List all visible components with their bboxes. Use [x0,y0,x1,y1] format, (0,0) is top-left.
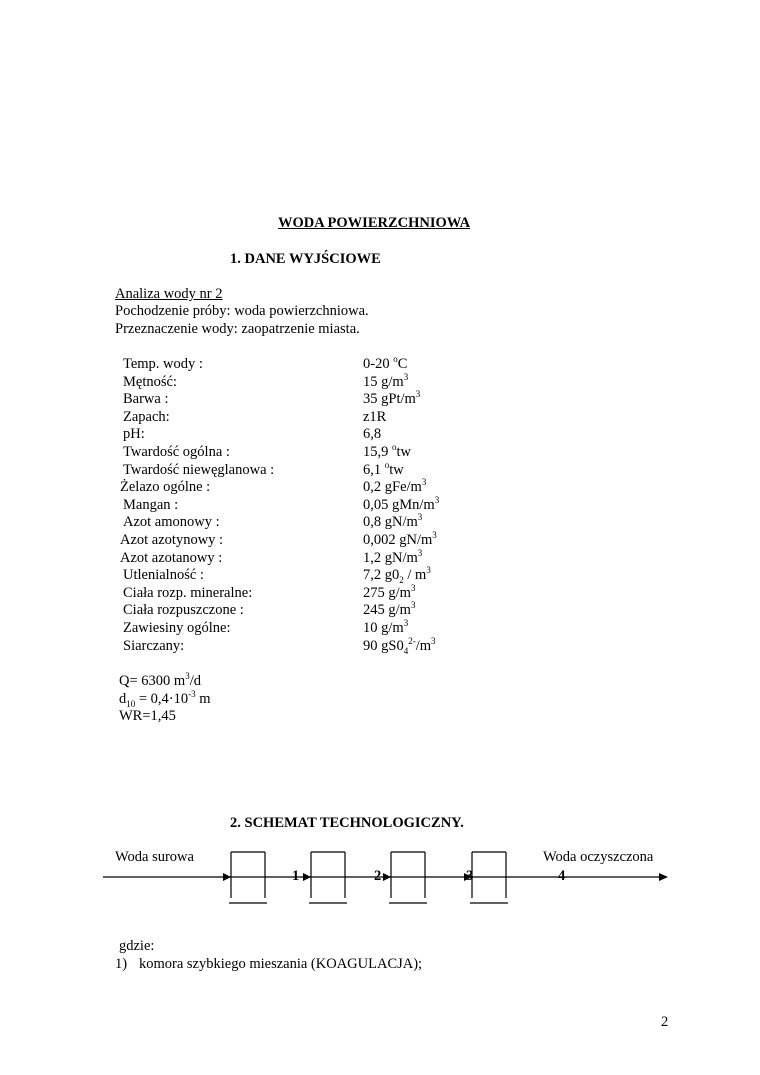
param-label: Zapach: [123,409,170,425]
param-value: z1R [363,409,387,425]
param-label: Twardość niewęglanowa : [123,462,275,478]
param-label: Azot azotanowy : [120,550,223,566]
param-label: Utlenialność : [123,567,204,583]
param-label: Azot amonowy : [123,514,220,530]
param-label: pH: [123,426,145,442]
wr-value: WR=1,45 [119,708,176,724]
param-label: Żelazo ogólne : [120,479,211,495]
analysis-purpose: Przeznaczenie wody: zaopatrzenie miasta. [115,321,360,337]
analysis-heading: Analiza wody nr 2 [115,286,223,302]
legend-item-text: komora szybkiego mieszania (KOAGULACJA); [139,956,423,972]
param-value: 35 gPt/$m^3$ [363,389,421,407]
param-value: 275 $g/m^3$ [363,583,416,601]
scheme-number-3: 3 [466,868,474,884]
param-label: Ciała rozpuszczone : [123,602,244,618]
flow-rate: Q= 6300 $m^3/d$ [119,671,201,689]
param-value: 0,05 gMn/$m^3$ [363,495,440,513]
arrow-head-inlet [223,873,231,881]
param-label: Azot azotynowy : [120,532,224,548]
section-1-heading: 1. DANE WYJŚCIOWE [230,251,381,267]
param-value: 90 $gS0_4^{2-}/m^3$ [363,636,436,656]
scheme-number-1: 1 [292,868,300,884]
param-label: Ciała rozp. mineralne: [123,585,253,601]
scheme-input-label: Woda surowa [115,849,194,865]
scheme-output-label: Woda oczyszczona [543,849,654,865]
param-label: Barwa : [123,391,169,407]
param-label: Temp. wody : [123,356,203,372]
param-value: 0,2 gFe/$m^3$ [363,477,427,495]
scheme-number-2: 2 [374,868,382,884]
arrow-head-2 [383,873,391,881]
param-value: 245 $g/m^3$ [363,600,416,618]
param-label: Zawiesiny ogólne: [123,620,231,636]
analysis-origin: Pochodzenie próby: woda powierzchniowa. [115,303,369,319]
param-value: 7,2 $g0_2 / m^3$ [363,565,431,585]
param-value: 1,2 $gN/m^3$ [363,548,423,566]
arrow-head-outlet [659,873,668,881]
param-value: 15 $g/m^3$ [363,372,409,390]
param-label: Mangan : [123,497,179,513]
section-2-heading: 2. SCHEMAT TECHNOLOGICZNY. [230,815,464,831]
param-value: 0-20 $^o$C [363,354,408,372]
scheme-number-4: 4 [558,868,566,884]
legend-intro: gdzie: [119,938,155,954]
param-value: 15,9 $^o$tw [363,442,411,460]
param-value: 0,8 $gN/m^3$ [363,512,423,530]
param-label: Siarczany: [123,638,185,654]
grain-size: $d_{10} = 0,4\cdot 10^{-3}$ m [119,689,211,709]
page-title: WODA POWIERZCHNIOWA [278,215,471,231]
arrow-head-1 [303,873,311,881]
page-number: 2 [661,1014,669,1030]
param-value: 6,1 $^o$tw [363,460,404,478]
param-value: 6,8 [363,426,382,442]
param-value: 10 $g/m^3$ [363,618,409,636]
param-label: Mętność: [123,374,177,390]
param-label: Twardość ogólna : [123,444,230,460]
legend-item-number: 1) [115,956,128,972]
param-value: 0,002 $gN/m^3$ [363,530,437,548]
